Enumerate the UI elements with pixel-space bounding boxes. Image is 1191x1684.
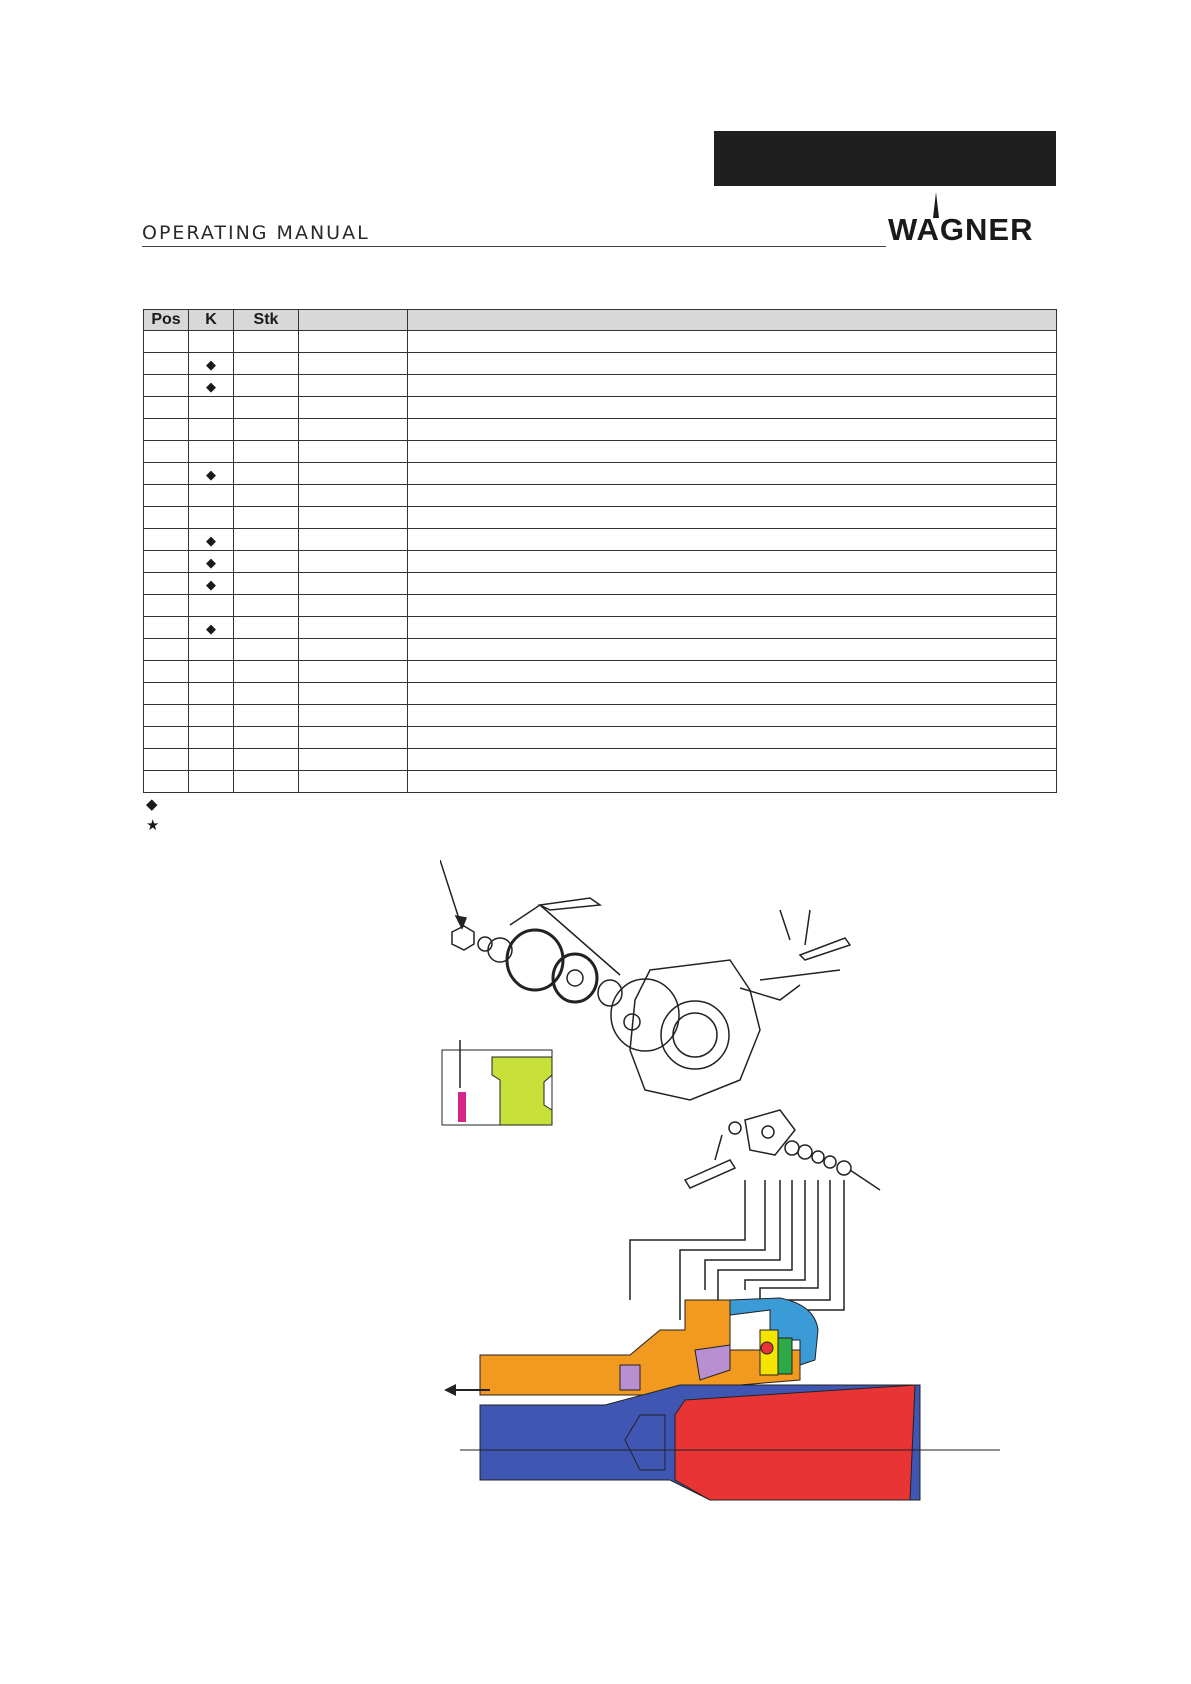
cell-desc (408, 573, 1057, 595)
cell-order (299, 617, 408, 639)
cell-stk (234, 485, 299, 507)
piston-hub (567, 970, 583, 986)
cell-order (299, 419, 408, 441)
inset-magenta-part (458, 1092, 466, 1122)
green-ring (778, 1338, 792, 1374)
cell-desc (408, 463, 1057, 485)
col-header-order-no (299, 310, 408, 331)
flange-hub (762, 1126, 774, 1138)
cell-k (189, 573, 234, 595)
cell-stk (234, 441, 299, 463)
cell-pos (144, 771, 189, 793)
cell-stk (234, 551, 299, 573)
cell-stk (234, 375, 299, 397)
inset-lime-part (492, 1057, 552, 1125)
cell-stk (234, 705, 299, 727)
cell-order (299, 661, 408, 683)
seal-2 (798, 1145, 812, 1159)
table-row (144, 375, 1057, 397)
piston-disc (553, 954, 597, 1002)
cell-pos (144, 507, 189, 529)
table-row (144, 331, 1057, 353)
cell-stk (234, 397, 299, 419)
cell-desc (408, 529, 1057, 551)
cell-desc (408, 727, 1057, 749)
cell-pos (144, 749, 189, 771)
table-row (144, 485, 1057, 507)
cell-pos (144, 375, 189, 397)
red-o-ring (761, 1342, 773, 1354)
table-row (144, 749, 1057, 771)
housing-inner (673, 1013, 717, 1057)
wear-part-mark: ◆ (206, 532, 216, 548)
cell-pos (144, 595, 189, 617)
table-row (144, 507, 1057, 529)
leader-5 (745, 1180, 805, 1290)
cell-k (189, 771, 234, 793)
table-row (144, 529, 1057, 551)
legend-star (146, 818, 159, 833)
wear-part-mark: ◆ (206, 576, 216, 592)
leader-1 (630, 1180, 745, 1300)
cell-pos (144, 573, 189, 595)
cell-pos (144, 485, 189, 507)
cell-desc (408, 485, 1057, 507)
table-row (144, 617, 1057, 639)
table-row (144, 419, 1057, 441)
wear-part-mark: ◆ (206, 466, 216, 482)
legend-wear-part (146, 797, 158, 812)
cell-pos (144, 441, 189, 463)
table-header-row (144, 310, 1057, 331)
wear-part-mark: ◆ (206, 356, 216, 372)
cell-desc (408, 617, 1057, 639)
section-view (444, 1298, 1000, 1500)
cell-stk (234, 573, 299, 595)
cell-order (299, 595, 408, 617)
cell-desc (408, 639, 1057, 661)
wear-part-mark: ◆ (206, 554, 216, 570)
cell-stk (234, 353, 299, 375)
nut (452, 926, 474, 950)
cell-desc (408, 331, 1057, 353)
cell-pos (144, 419, 189, 441)
cell-k (189, 397, 234, 419)
cell-order (299, 463, 408, 485)
cell-stk (234, 727, 299, 749)
cell-pos (144, 397, 189, 419)
brand-name: WAGNER (888, 212, 1034, 247)
cell-desc (408, 771, 1057, 793)
cell-order (299, 331, 408, 353)
cell-k (189, 441, 234, 463)
line-upper-2 (805, 910, 810, 945)
table-row (144, 441, 1057, 463)
seal-1 (785, 1141, 799, 1155)
pump-exploded-diagram (440, 860, 1020, 1620)
arrow-grease-2 (510, 905, 540, 925)
cell-k (189, 595, 234, 617)
cell-order (299, 529, 408, 551)
cell-desc (408, 441, 1057, 463)
cell-k (189, 683, 234, 705)
cell-stk (234, 661, 299, 683)
cell-k (189, 727, 234, 749)
shaft-part (760, 970, 840, 980)
table-row (144, 639, 1057, 661)
cell-pos (144, 617, 189, 639)
violet-seal-2 (620, 1365, 640, 1390)
cell-desc (408, 551, 1057, 573)
arrow-grease (540, 905, 620, 975)
col-header-pos: Pos (144, 310, 189, 331)
parts-table (143, 309, 1057, 793)
cell-k (189, 419, 234, 441)
cell-stk (234, 507, 299, 529)
header-black-box (714, 131, 1056, 186)
col-header-stk: Stk (234, 310, 299, 331)
wear-part-symbol: ◆ (146, 796, 158, 813)
wear-part-mark: ◆ (206, 620, 216, 636)
cell-desc (408, 507, 1057, 529)
table-row (144, 397, 1057, 419)
cell-k (189, 617, 234, 639)
cell-k (189, 639, 234, 661)
cell-desc (408, 683, 1057, 705)
cell-stk (234, 529, 299, 551)
cell-stk (234, 463, 299, 485)
cell-order (299, 683, 408, 705)
cell-stk (234, 419, 299, 441)
cell-k (189, 529, 234, 551)
cell-desc (408, 397, 1057, 419)
cell-desc (408, 353, 1057, 375)
cell-order (299, 507, 408, 529)
cell-stk (234, 617, 299, 639)
flange (745, 1110, 795, 1155)
cell-order (299, 353, 408, 375)
cell-stk (234, 749, 299, 771)
housing-bore (661, 1001, 729, 1069)
cell-k (189, 353, 234, 375)
table-row (144, 705, 1057, 727)
cell-order (299, 441, 408, 463)
star-symbol: ★ (146, 817, 160, 834)
seal-3 (812, 1151, 824, 1163)
cell-order (299, 749, 408, 771)
cell-k (189, 507, 234, 529)
col-header-description (408, 310, 1057, 331)
pointer-lower (715, 1135, 722, 1160)
cell-order (299, 705, 408, 727)
line-upper (780, 910, 790, 940)
grease-tube (540, 898, 600, 910)
grease-tube-2 (800, 938, 850, 960)
wagner-logo (888, 192, 1058, 250)
cell-k (189, 551, 234, 573)
seal-5 (837, 1161, 851, 1175)
cell-pos (144, 727, 189, 749)
pump-housing (630, 960, 760, 1100)
table-row (144, 463, 1057, 485)
leader-6 (760, 1180, 818, 1300)
cell-order (299, 573, 408, 595)
o-ring-small (729, 1122, 741, 1134)
cell-k (189, 375, 234, 397)
leader-3 (705, 1180, 780, 1290)
cell-stk (234, 639, 299, 661)
red-shaft (675, 1385, 915, 1500)
cell-desc (408, 705, 1057, 727)
cell-desc (408, 419, 1057, 441)
table-row (144, 683, 1057, 705)
cell-stk (234, 771, 299, 793)
cell-desc (408, 595, 1057, 617)
table-row (144, 661, 1057, 683)
table-row (144, 573, 1057, 595)
cell-k (189, 331, 234, 353)
direction-arrow-head (444, 1384, 456, 1396)
cell-k (189, 661, 234, 683)
table-row (144, 771, 1057, 793)
cell-pos (144, 661, 189, 683)
cell-stk (234, 683, 299, 705)
cell-order (299, 771, 408, 793)
cell-order (299, 727, 408, 749)
cell-order (299, 551, 408, 573)
table-row (144, 595, 1057, 617)
exploded-view (440, 860, 880, 1322)
table-row (144, 353, 1057, 375)
wear-part-mark: ◆ (206, 378, 216, 394)
table-row (144, 727, 1057, 749)
cell-desc (408, 749, 1057, 771)
table-row (144, 551, 1057, 573)
cell-order (299, 485, 408, 507)
cell-desc (408, 375, 1057, 397)
cell-pos (144, 551, 189, 573)
cell-pos (144, 463, 189, 485)
cell-order (299, 639, 408, 661)
cell-order (299, 397, 408, 419)
axis-line (850, 1170, 880, 1190)
cell-k (189, 705, 234, 727)
grease-tube-3 (685, 1160, 735, 1188)
seal-4 (824, 1156, 836, 1168)
cell-pos (144, 331, 189, 353)
cell-stk (234, 331, 299, 353)
cell-pos (144, 639, 189, 661)
cell-pos (144, 353, 189, 375)
cell-pos (144, 683, 189, 705)
cell-desc (408, 661, 1057, 683)
col-header-k: K (189, 310, 234, 331)
manual-title: OPERATING MANUAL (142, 222, 370, 244)
cell-k (189, 749, 234, 771)
cell-k (189, 463, 234, 485)
cell-pos (144, 705, 189, 727)
membrane (611, 979, 679, 1051)
cell-order (299, 375, 408, 397)
cell-stk (234, 595, 299, 617)
cell-k (189, 485, 234, 507)
cell-pos (144, 529, 189, 551)
title-rule (142, 246, 886, 247)
